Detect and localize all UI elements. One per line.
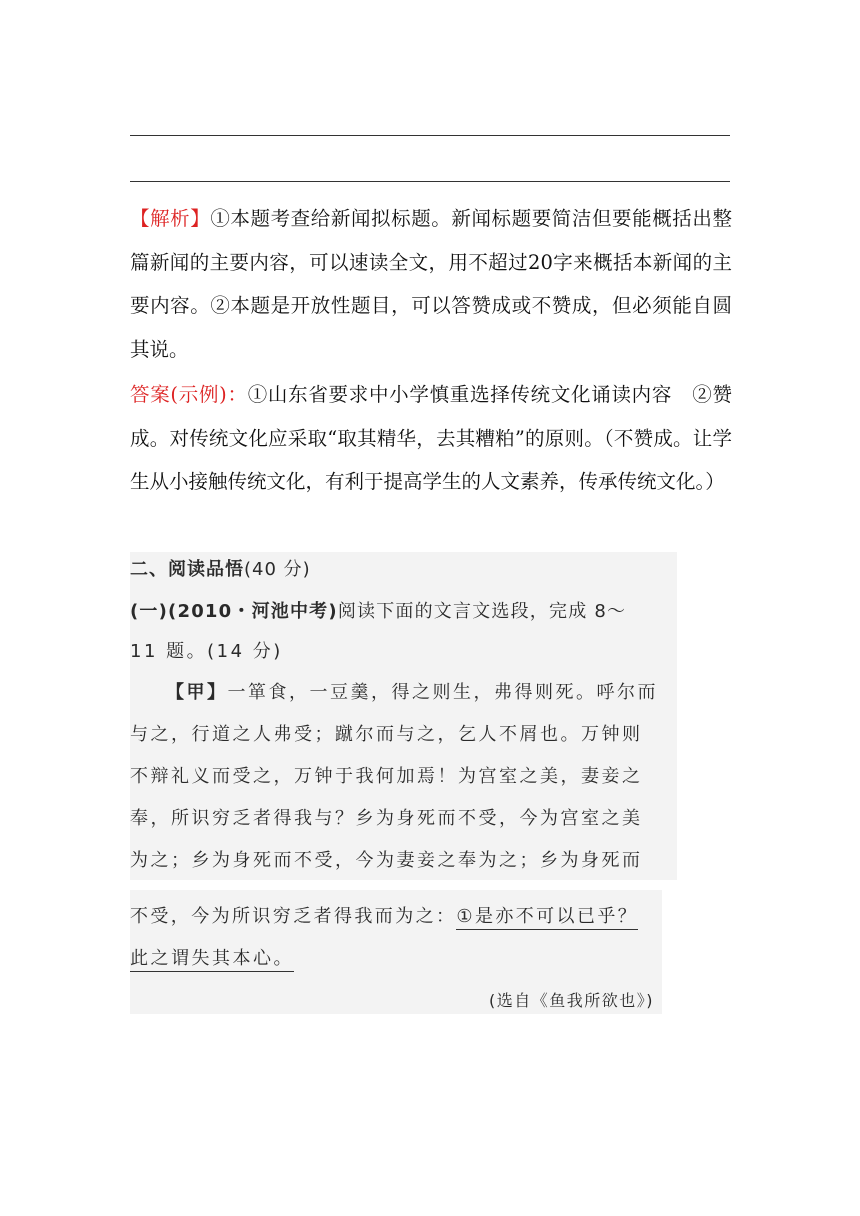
passage-line-6 [130,902,638,928]
question-instruction: 阅读下面的文言文选段，完成 8～ [337,601,627,622]
passage-line-4: 奉，所识穷乏者得我与？乡为身死而不受，今为宫室之美 [130,808,643,829]
analysis-paragraph [130,197,732,371]
section-title: 二、阅读品悟 [130,559,244,580]
section-heading [130,555,311,581]
divider-top [130,135,730,136]
question-intro [130,597,626,623]
divider-bottom [130,181,730,182]
passage-line-1 [166,678,658,704]
scanned-passage-lower [130,890,662,1014]
passage-line-6-text: 不受，今为所识穷乏者得我而为之： [130,906,457,927]
answer-text: ①山东省要求中小学慎重选择传统文化诵读内容 ②赞成。对传统文化应采取“取其精华，去其糟粕”的原则。（不赞成。让学生从小接触传统文化，有利于提高学生的人文素养，传承传统文化。） [130,383,732,493]
passage-jia-tag: 【甲】 [166,682,228,703]
passage-line-3: 不辩礼义而受之，万钟于我何加焉！为宫室之美，妻妾之 [130,766,643,787]
passage-line-7 [130,944,294,970]
passage-line-5: 为之；乡为身死而不受，今为妻妾之奉为之；乡为身死而 [130,850,643,871]
analysis-text: ①本题考查给新闻拟标题。新闻标题要简洁但要能概括出整篇新闻的主要内容，可以速读全文，用不超过20字来概括本新闻的主要内容。②本题是开放性题目，可以答赞成或不赞成，但必须能自圆其说。 [130,207,732,361]
underlined-sentence-1: ①是亦不可以已乎？ [456,906,638,930]
passage-line-2: 与之，行道之人弗受；蹴尔而与之，乞人不屑也。万钟则 [130,724,643,745]
question-intro-line2: 11 题。(14 分) [130,641,283,662]
answer-tag: 答案(示例)： [130,383,248,406]
scanned-passage-upper [130,552,677,880]
passage-line-1-text: 一箪食，一豆羹，得之则生，弗得则死。呼尔而 [227,682,658,703]
analysis-tag: 【解析】 [130,207,211,230]
underlined-sentence-2: 此之谓失其本心。 [130,948,294,972]
question-source: (一)(2010・河池中考) [130,601,338,622]
passage-source: (选自《鱼我所欲也》) [489,991,654,1010]
section-score: (40 分) [244,559,311,580]
answer-paragraph [130,373,732,504]
